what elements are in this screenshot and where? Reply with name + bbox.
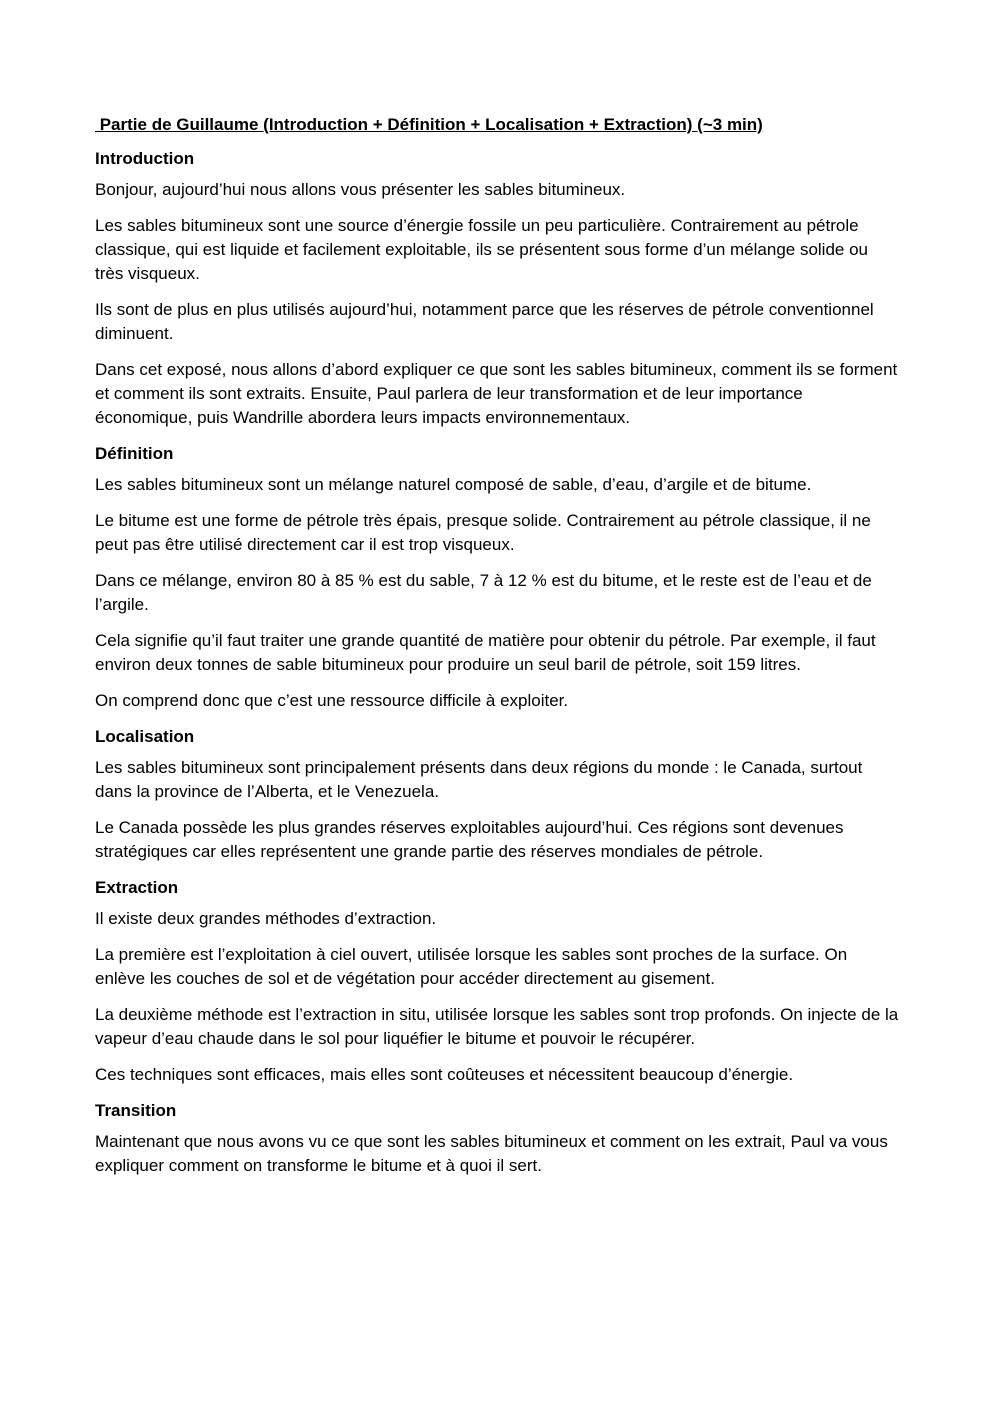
paragraph: La première est l’exploitation à ciel ouvert, utilisée lorsque les sables sont proches de la surface. On enlève les couches de sol et de végétation pour accéder directement au gisement. (95, 945, 848, 988)
paragraph: Il existe deux grandes méthodes d’extraction. (95, 909, 437, 928)
section-introduction (95, 147, 900, 430)
section-definition (95, 442, 900, 713)
section-extraction (95, 876, 900, 1087)
paragraph: Les sables bitumineux sont principalement présents dans deux régions du monde : le Canada, surtout dans la province de l’Alberta, et le Venezuela. (95, 758, 863, 801)
section-transition (95, 1099, 900, 1178)
paragraph: Le bitume est une forme de pétrole très épais, presque solide. Contrairement au pétrole classique, il ne peut pas être utilisé directement car il est trop visqueux. (95, 511, 871, 554)
paragraph: Ces techniques sont efficaces, mais elles sont coûteuses et nécessitent beaucoup d’énergie. (95, 1065, 794, 1084)
paragraph: Ils sont de plus en plus utilisés aujourd’hui, notamment parce que les réserves de pétrole conventionnel diminuent. (95, 300, 874, 343)
paragraph: Dans ce mélange, environ 80 à 85 % est du sable, 7 à 12 % est du bitume, et le reste est de l’eau et de l’argile. (95, 571, 872, 614)
paragraph: Dans cet exposé, nous allons d’abord expliquer ce que sont les sables bitumineux, comment ils se forment et comment ils sont extraits. Ensuite, Paul parlera de leur transformation et de leur importance économique, puis Wandrille abordera leurs impacts environnementaux. (95, 360, 898, 427)
document-page (95, 113, 900, 1190)
section-localisation (95, 725, 900, 864)
paragraph: La deuxième méthode est l’extraction in situ, utilisée lorsque les sables sont trop profonds. On injecte de la vapeur d’eau chaude dans le sol pour liquéfier le bitume et pouvoir le récupérer. (95, 1005, 899, 1048)
section-heading: Introduction (95, 149, 195, 168)
section-heading: Extraction (95, 878, 179, 897)
paragraph: Le Canada possède les plus grandes réserves exploitables aujourd’hui. Ces régions sont devenues stratégiques car elles représentent une grande partie des réserves mondiales de pétrole. (95, 818, 844, 861)
section-heading: Transition (95, 1101, 177, 1120)
section-heading: Localisation (95, 727, 195, 746)
paragraph: Maintenant que nous avons vu ce que sont les sables bitumineux et comment on les extrait, Paul va vous expliquer comment on transforme le bitume et à quoi il sert. (95, 1132, 888, 1175)
paragraph: Bonjour, aujourd’hui nous allons vous présenter les sables bitumineux. (95, 180, 626, 199)
paragraph: Les sables bitumineux sont une source d’énergie fossile un peu particulière. Contrairement au pétrole classique, qui est liquide et facilement exploitable, ils se présentent sous forme d’un mélange solide ou très visqueux. (95, 216, 869, 283)
document-title: Partie de Guillaume (Introduction + Définition + Localisation + Extraction) (~3 min) (95, 115, 763, 134)
paragraph: On comprend donc que c’est une ressource difficile à exploiter. (95, 691, 569, 710)
paragraph: Les sables bitumineux sont un mélange naturel composé de sable, d’eau, d’argile et de bitume. (95, 475, 812, 494)
paragraph: Cela signifie qu’il faut traiter une grande quantité de matière pour obtenir du pétrole. Par exemple, il faut environ deux tonnes de sable bitumineux pour produire un seul baril de pétrole, soit 159 litres. (95, 631, 876, 674)
section-heading: Définition (95, 444, 174, 463)
